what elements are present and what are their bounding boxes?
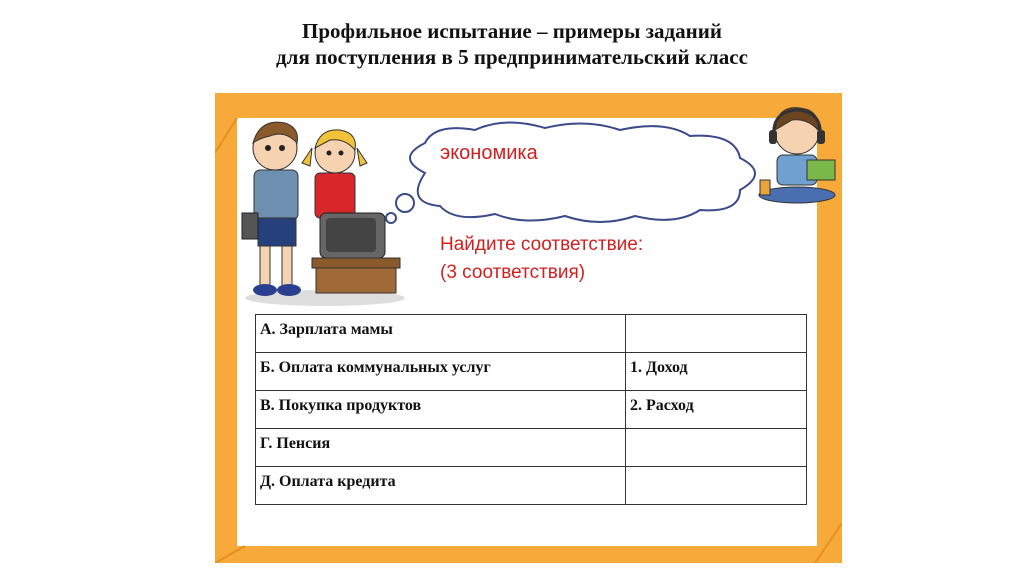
slide-title <box>0 18 1024 70</box>
table-cell-left: Д. Оплата кредита <box>256 467 626 505</box>
table-cell-right <box>626 429 807 467</box>
table-cell-left: Г. Пенсия <box>256 429 626 467</box>
table-row <box>256 391 807 429</box>
table-cell-right <box>626 467 807 505</box>
table-cell-right: 2. Расход <box>626 391 807 429</box>
table-row <box>256 315 807 353</box>
boy-with-headphones-illustration <box>752 100 844 205</box>
task-instruction: Найдите соответствие: (3 соответствия) <box>440 234 644 283</box>
table-row <box>256 429 807 467</box>
table-row <box>256 353 807 391</box>
title-line-2: для поступления в 5 предпринимательский класс <box>276 45 748 69</box>
thought-bubble-text: экономика <box>440 142 538 164</box>
matching-table <box>255 314 807 505</box>
thought-bubble <box>385 118 770 228</box>
title-line-1: Профильное испытание – примеры заданий <box>302 19 722 43</box>
table-cell-left: Б. Оплата коммунальных услуг <box>256 353 626 391</box>
table-cell-right: 1. Доход <box>626 353 807 391</box>
table-cell-right <box>626 315 807 353</box>
table-cell-left: В. Покупка продуктов <box>256 391 626 429</box>
table-cell-left: А. Зарплата мамы <box>256 315 626 353</box>
table-row <box>256 467 807 505</box>
